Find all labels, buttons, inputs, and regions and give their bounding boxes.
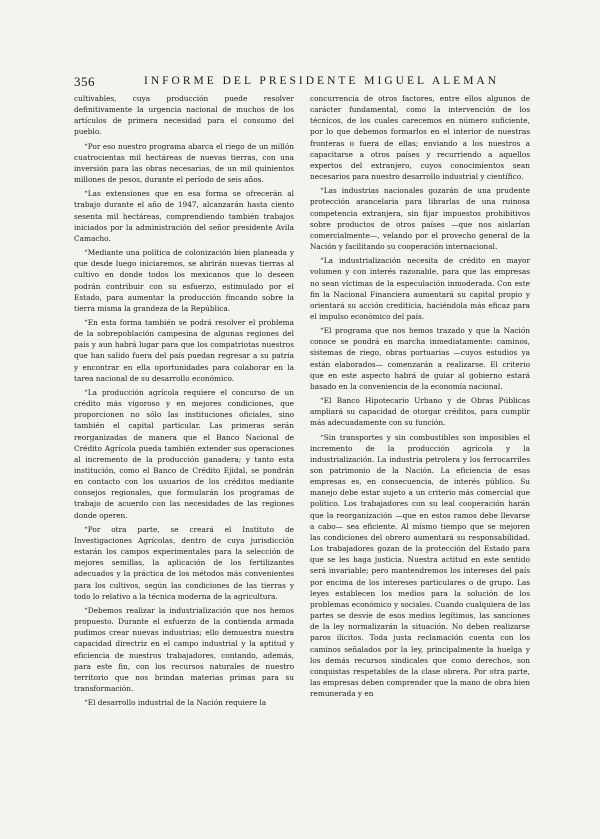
paragraph: cultivables, cuya producción puede resolver definitivamente la urgencia nacional de muchos de los artículos de primera necesidad para el consumo del pueblo. [74, 94, 294, 137]
paragraph: “Por otra parte, se creará el Instituto de Investigaciones Agrícolas, dentro de cuya jurisdicción estarán los campos experimentales para la selección de mejores semillas, la aplicación de los fertilizantes adecuados y la práctica de los métodos más convenientes para los cultivos, según las condiciones de las tierras y todo lo relativo a la técnica moderna de la agricultura. [74, 524, 294, 601]
paragraph: concurrencia de otros factores, entre ellos algunos de carácter fundamental, como la intervención de los técnicos, de los cuales carecemos en número suficiente, por lo que debemos formarlos en el interior de nuestras fronteras o fuera de ellas; enviando a los nuestros a capacitarse a otros países y recurriendo a aquellos expertos del extranjero, cuyos conocimientos sean necesarios para nuestro desarrollo industrial y científico. [310, 94, 530, 182]
page-number: 356 [74, 74, 95, 89]
paragraph: “Mediante una política de colonización bien planeada y que desde luego iniciaremos, se abrirán nuevas tierras al cultivo en donde todos los mexicanos que lo deseen podrán contribuir con su esfuerzo, estimulado por el Estado, para aumentar la producción fincando sobre la tierra misma la grandeza de la República. [74, 248, 294, 313]
paragraph: “El desarrollo industrial de la Nación requiere la [84, 698, 267, 708]
paragraph: “En esta forma también se podrá resolver el problema de la sobrepoblación campesina de algunas regiones del país y aun habrá lugar para que los compatriotas nuestros que han salido fuera del país puedan regresar a su patria y encontrar en ella oportunidades para colaborar en la tarea nacional de su desarrollo económico. [74, 317, 294, 383]
paragraph: “Debemos realizar la industrialización que nos hemos propuesto. Durante el esfuerzo de la contienda armada pudimos crear nuevas industrias; ello demuestra nuestra capacidad directriz en el campo industrial y la aptitud y eficiencia de nuestros trabajadores, contando, además, para este fin, con los recursos naturales de nuestro territorio que nos brindan materias primas para su transformación. [74, 605, 294, 693]
page-header [74, 74, 526, 92]
paragraph: “Las industrias nacionales gozarán de una prudente protección arancelaria para librarlas de una ruinosa competencia extranjera, sin fijar impuestos prohibitivos sobre productos de otros países —que nos aislarían comercialmente—, velando por el provecho general de la Nación y facilitando su cooperación internacional. [310, 186, 530, 252]
paragraph: “El Banco Hipotecario Urbano y de Obras Públicas ampliará su capacidad de otorgar créditos, para cumplir más adecuadamente con su función. [310, 396, 530, 428]
paragraph: “Por eso nuestro programa abarca el riego de un millón cuatrocientas mil hectáreas de nuevas tierras, con una inversión para las obras necesarias, de un mil quinientos millones de pesos, durante el período de seis años. [74, 141, 294, 185]
paragraph: “El programa que nos hemos trazado y que la Nación conoce se pondrá en marcha inmediatamente: caminos, sistemas de riego, obras portuarias —cuyos estudios ya están elaborados— comenzarán a realizarse. El criterio que en este aspecto habrá de guiar al gobierno estará basado en la conveniencia de la economía nacional. [310, 326, 530, 391]
paragraph: “La producción agrícola requiere el concurso de un crédito más vigoroso y en mejores condiciones, que proporcionen no sólo las instituciones oficiales, sino también el capital particular. Las primeras serán reorganizadas de manera que el Banco Nacional de Crédito Agrícola pueda también extender sus operaciones al incremento de la producción ganadera; y tanto esta institución, como el Banco de Crédito Ejidal, se pondrán en contacto con los usuarios de los créditos mediante consejos regionales, que formularán los programas de trabajo de acuerdo con las necesidades de las regiones donde operen. [74, 387, 294, 520]
paragraph: “La industrialización necesita de crédito en mayor volumen y con interés razonable, para que las empresas no sean víctimas de la especulación inmoderada. Con este fin la Nacional Financiera aumentará su capital propio y orientará su acción crediticia, haciéndola más eficaz para el impulso económico del país. [310, 256, 530, 321]
running-title: INFORME DEL PRESIDENTE MIGUEL ALEMAN [144, 75, 500, 87]
left-column [74, 93, 294, 829]
text-columns [74, 93, 530, 829]
right-column [310, 93, 530, 829]
paragraph: “Sin transportes y sin combustibles son imposibles el incremento de la producción agrícola y la industrialización. La industria petrolera y los ferrocarriles son patrimonio de la Nación. La eficiencia de esas empresas es, en consecuencia, de interés público. Su manejo debe estar sujeto a un criterio más comercial que político. Los trabajadores con su leal cooperación harán que la reorganización —que en estos ramos debe llevarse a cabo— sea eficiente. Al mismo tiempo que se mejoren las condiciones del obrero aumentará su responsabilidad. Los trabajadores gozan de la protección del Estado para que se les haga justicia. Nuestra actitud en este sentido será invariable; pero mantendremos los intereses del país por encima de los intereses particulares o de grupo. Las leyes establecen los medios para la solución de los problemas económico y sociales. Cuando cualquiera de las partes se desvíe de esos medios legítimos, las sanciones de la ley normalizarán la situación. No deben realizarse paros ilícitos. Toda justa reclamación cuenta con los caminos señalados por la ley, principalmente la huelga y los demás recursos sindicales que como derechos, son conquistas respetables de la clase obrera. Por otra parte, las empresas deben comprender que la mano de obra bien remunerada y en [310, 432, 530, 699]
paragraph: “Las extensiones que en esa forma se ofrecerán al trabajo durante el año de 1947, alcanzarán hasta ciento sesenta mil hectáreas, comprendiendo también trabajos iniciados por la administración del señor presidente Avila Camacho. [74, 189, 294, 243]
